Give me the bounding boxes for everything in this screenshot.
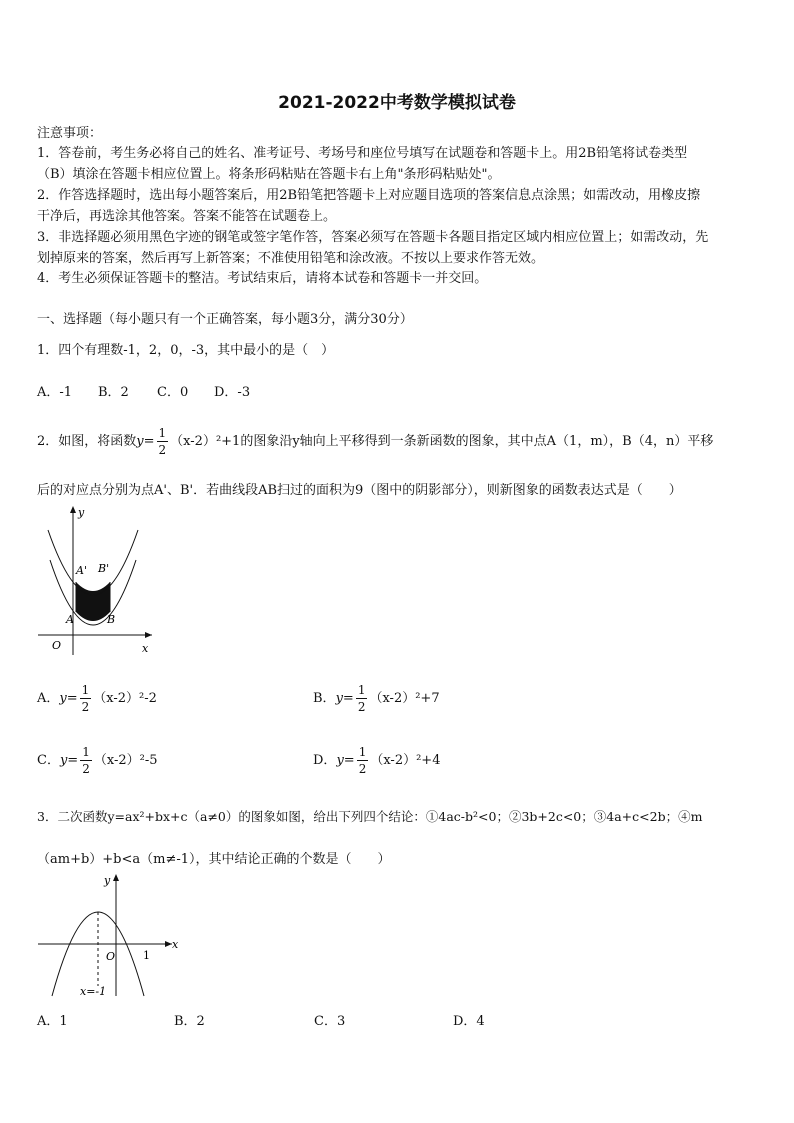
notice-line: （B）填涂在答题卡相应位置上。将条形码粘贴在答题卡右上角"条形码粘贴处"。 <box>37 167 501 182</box>
q2-point-b-prime: B' <box>98 562 110 575</box>
q3-stem-line2: （am+b）+b<a（m≠-1），其中结论正确的个数是（ ） <box>37 852 391 867</box>
notice-heading: 注意事项： <box>37 126 103 141</box>
q1-option-a: A．-1 <box>37 385 73 400</box>
q3-option-a: A．1 <box>37 1014 68 1029</box>
q2-parabola-figure <box>34 500 164 660</box>
q2-option-b <box>313 682 440 715</box>
q3-option-c: C．3 <box>314 1014 346 1029</box>
q2-point-a-prime: A' <box>76 564 87 577</box>
q2-option-a-rest: （x-2）²-2 <box>93 691 157 706</box>
frac-num: 1 <box>357 683 366 697</box>
notice-line: 3．非选择题必须用黑色字迹的钢笔或签字笔作答，答案必须写在答题卡各题目指定区域内相应位置上；如需改动，先 <box>37 230 709 245</box>
notice-line: 4．考生必须保证答题卡的整洁。考试结束后，请将本试卷和答题卡一并交回。 <box>37 271 488 286</box>
q3-x-arrow <box>165 941 172 947</box>
q2-stem-line2: 后的对应点分别为点A'、B'．若曲线段AB扫过的面积为9（图中的阴影部分），则新图象的函数表达式是（ ） <box>37 483 682 498</box>
q2-option-d-rest: （x-2）²+4 <box>370 753 441 768</box>
q2-option-a-y: y= <box>59 691 78 706</box>
frac-den: 2 <box>358 762 367 776</box>
q3-option-b: B．2 <box>174 1014 205 1029</box>
q2-point-a: A <box>66 613 74 626</box>
q3-stem-line1: 3．二次函数y=ax²+bx+c（a≠0）的图象如图，给出下列四个结论：①4ac-b²<0；②3b+2c<0；③4a+c<2b；④m <box>37 809 703 824</box>
frac-num: 1 <box>358 745 367 759</box>
q2-option-c-y: y= <box>59 753 79 768</box>
q2-new-parabola <box>48 530 138 595</box>
q1-option-d: D．-3 <box>214 385 251 400</box>
frac-den: 2 <box>81 700 90 714</box>
frac-num: 1 <box>82 745 90 759</box>
notice-line: 1．答卷前，考生务必将自己的姓名、准考证号、考场号和座位号填写在试题卷和答题卡上。用2B铅笔将试卷类型 <box>37 146 688 161</box>
q2-option-d-frac <box>357 744 369 777</box>
q3-x-label: x <box>172 938 179 951</box>
q3-one-label: 1 <box>143 949 150 962</box>
q2-fraction <box>157 425 169 458</box>
q2-option-c-rest: （x-2）²-5 <box>93 753 158 768</box>
q2-y-eq: y= <box>136 434 155 449</box>
q2-option-a-letter: A． <box>37 691 60 706</box>
notice-line: 2．作答选择题时，选出每小题答案后，用2B铅笔把答题卡上对应题目选项的答案信息点涂黑；如需改动，用橡皮擦 <box>37 188 701 203</box>
q2-option-d <box>313 744 440 777</box>
q2-option-c <box>37 744 158 777</box>
notice-line: 划掉原来的答案，然后再写上新答案；不准使用铅笔和涂改液。不按以上要求作答无效。 <box>37 251 545 266</box>
q2-option-d-letter: D． <box>313 753 337 768</box>
q2-y-arrow <box>70 506 76 513</box>
q2-option-a-frac <box>80 682 92 715</box>
frac-den: 2 <box>357 700 366 714</box>
q1-stem: 1．四个有理数-1，2，0，-3，其中最小的是（ ） <box>37 343 335 358</box>
q3-axis-label: x=-1 <box>80 985 107 998</box>
q2-x-label: x <box>142 642 149 655</box>
q2-option-b-y: y= <box>335 691 354 706</box>
q2-y-label: y <box>78 506 85 519</box>
q2-shaded-region <box>76 582 110 621</box>
q3-parabola-figure <box>34 868 184 998</box>
q2-option-d-y: y= <box>336 753 355 768</box>
q1-option-c: C．0 <box>157 385 189 400</box>
q2-option-b-frac <box>356 682 368 715</box>
q2-option-b-letter: B． <box>313 691 336 706</box>
q3-option-d: D．4 <box>453 1014 485 1029</box>
notice-line: 干净后，再选涂其他答案。答案不能答在试题卷上。 <box>37 209 337 224</box>
q2-x-arrow <box>145 632 152 638</box>
page-title: 2021-2022中考数学模拟试卷 <box>278 93 516 113</box>
q2-origin-label: O <box>52 639 62 652</box>
q2-point-b: B <box>107 613 116 626</box>
frac-num: 1 <box>81 683 90 697</box>
q2-stem-line1 <box>37 425 713 458</box>
q2-option-c-letter: C． <box>37 753 60 768</box>
q2-frac-den: 2 <box>158 443 167 457</box>
q2-frac-num: 1 <box>158 426 167 440</box>
q2-option-b-rest: （x-2）²+7 <box>369 691 440 706</box>
frac-den: 2 <box>82 762 90 776</box>
section-heading: 一、选择题（每小题只有一个正确答案，每小题3分，满分30分） <box>37 312 413 327</box>
q3-y-arrow <box>113 874 119 881</box>
q3-origin-label: O <box>106 950 116 963</box>
q2-option-c-frac <box>80 744 92 777</box>
q3-y-label: y <box>104 874 111 887</box>
q1-option-b: B．2 <box>98 385 129 400</box>
q2-stem-suffix: （x-2）²+1的图象沿y轴向上平移得到一条新函数的图象，其中点A（1，m），B（4，n）平移 <box>170 434 714 449</box>
q2-stem-prefix: 2．如图，将函数 <box>37 434 137 449</box>
q2-option-a <box>37 682 157 715</box>
